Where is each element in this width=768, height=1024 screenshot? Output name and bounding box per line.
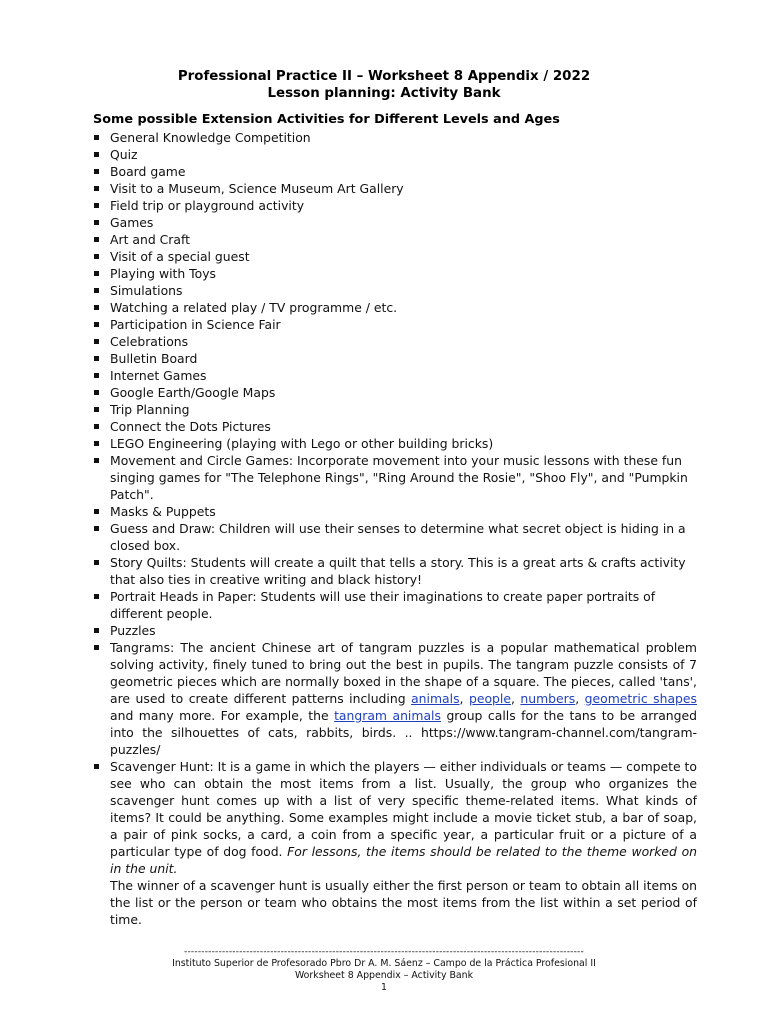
list-item: Guess and Draw: Children will use their senses to determine what secret object is hiding in a closed box. xyxy=(93,520,697,554)
animals-link[interactable]: animals xyxy=(411,691,460,706)
list-item: Trip Planning xyxy=(93,401,697,418)
list-item: Quiz xyxy=(93,146,697,163)
list-item: Art and Craft xyxy=(93,231,697,248)
document-title: Professional Practice II – Worksheet 8 Appendix / 2022 xyxy=(177,69,591,84)
tangrams-text: Tangrams: The ancient Chinese art of tangram puzzles is a popular mathematical problem solving activity, finely tuned to bring out the best in pupils. The tangram puzzle consists of 7 geometric pieces which are normally boxed in the shape of a square. The pieces, called 'tans', are used to create different patterns including xyxy=(110,640,697,706)
footer-doc-name: Worksheet 8 Appendix – Activity Bank xyxy=(294,970,474,981)
list-item: LEGO Engineering (playing with Lego or other building bricks) xyxy=(93,435,697,452)
list-item: Watching a related play / TV programme / etc. xyxy=(93,299,697,316)
section-heading: Some possible Extension Activities for Different Levels and Ages xyxy=(93,112,560,127)
numbers-link[interactable]: numbers xyxy=(520,691,576,706)
list-item: Visit of a special guest xyxy=(93,248,697,265)
list-item: Story Quilts: Students will create a quilt that tells a story. This is a great arts & crafts activity that also ties in creative writing and black history! xyxy=(93,554,697,588)
list-item: Visit to a Museum, Science Museum Art Gallery xyxy=(93,180,697,197)
list-item-tangrams xyxy=(93,639,697,758)
list-item: Games xyxy=(93,214,697,231)
document-footer xyxy=(0,946,768,994)
tangrams-text: and many more. For example, the xyxy=(110,708,335,723)
list-item: Internet Games xyxy=(93,367,697,384)
list-item: Participation in Science Fair xyxy=(93,316,697,333)
list-item: Connect the Dots Pictures xyxy=(93,418,697,435)
footer-institute: Instituto Superior de Profesorado Pbro Dr A. M. Sáenz – Campo de la Práctica Profesional II xyxy=(172,958,596,969)
document-header xyxy=(0,68,768,102)
list-item: Playing with Toys xyxy=(93,265,697,282)
list-item: Google Earth/Google Maps xyxy=(93,384,697,401)
list-item: Masks & Puppets xyxy=(93,503,697,520)
list-item: Movement and Circle Games: Incorporate movement into your music lessons with these fun singing games for "The Telephone Rings", "Ring Around the Rosie", "Shoo Fly", and "Pumpkin Patch". xyxy=(93,452,697,503)
list-item: Board game xyxy=(93,163,697,180)
scavenger-italic-note: For lessons, the items should be related to the theme worked on in the unit. xyxy=(110,844,698,876)
separator-text: , xyxy=(459,691,469,706)
page-number: 1 xyxy=(381,982,387,993)
people-link[interactable]: people xyxy=(468,691,511,706)
list-item: Bulletin Board xyxy=(93,350,697,367)
tangram-animals-link[interactable]: tangram animals xyxy=(334,708,441,723)
separator-text: , xyxy=(510,691,521,706)
activity-list xyxy=(93,129,697,928)
scavenger-text: Scavenger Hunt: It is a game in which the players — either individuals or teams — compete to see who can obtain the most items from a list. Usually, the group who organizes the scavenger hunt comes up with a list of very specific theme-related items. What kinds of items? It could be anything. Some examples might include a movie ticket stub, a bar of soap, a pair of pink socks, a card, a coin from a specific year, a particular fruit or a picture of a particular type of dog food. xyxy=(110,759,697,859)
list-item: General Knowledge Competition xyxy=(93,129,697,146)
list-item-scavenger-hunt xyxy=(93,758,697,928)
tangrams-text: group calls for the tans to be arranged into the silhouettes of cats, rabbits, birds. .. https://www.tangram-channel.com/tangram-puzzles/ xyxy=(110,708,697,757)
list-item: Field trip or playground activity xyxy=(93,197,697,214)
list-item: Portrait Heads in Paper: Students will use their imaginations to create paper portraits of different people. xyxy=(93,588,697,622)
list-item: Puzzles xyxy=(93,622,697,639)
separator-text: , xyxy=(575,691,585,706)
document-subtitle: Lesson planning: Activity Bank xyxy=(267,86,501,101)
list-item: Celebrations xyxy=(93,333,697,350)
scavenger-winner-text: The winner of a scavenger hunt is usually either the first person or team to obtain all items on the list or the person or team who obtains the most items from the list within a set period of time. xyxy=(110,878,697,927)
footer-divider: -------------------------------------------------------------------------------------------------------------------- xyxy=(184,947,584,957)
list-item: Simulations xyxy=(93,282,697,299)
geometric-shapes-link[interactable]: geometric shapes xyxy=(584,691,697,706)
